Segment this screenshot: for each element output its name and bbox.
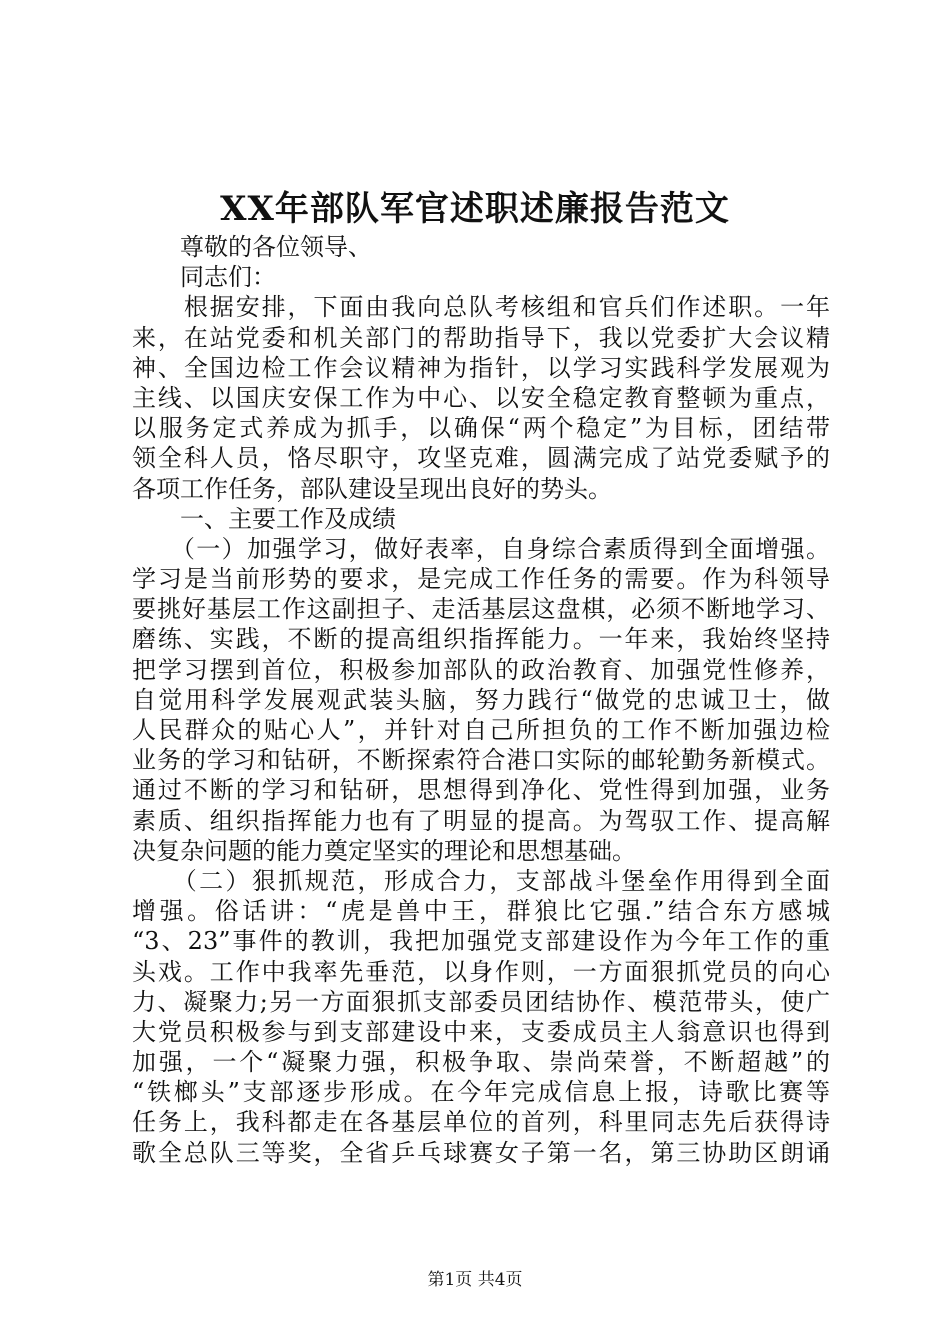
text-line: 人民群众的贴心人”，并针对自己所担负的工作不断加强边检	[132, 716, 830, 744]
document-title: XX年部队军官述职述廉报告范文	[220, 189, 730, 229]
text-line: 任务上，我科都走在各基层单位的首列，科里同志先后获得诗	[132, 1108, 830, 1137]
text-line: 加强，一个“凝聚力强，积极争取、崇尚荣誉，不断超越”的	[132, 1048, 830, 1077]
section-heading: 一、主要工作及成绩	[132, 504, 396, 533]
text-line: 头戏。工作中我率先垂范，以身作则，一方面狠抓党员的向心	[132, 957, 830, 986]
text-line: 自觉用科学发展观武装头脑，努力践行“做党的忠诚卫士，做	[132, 685, 830, 714]
text-line: 尊敬的各位领导、	[132, 233, 372, 261]
text-line: 主线、以国庆安保工作为中心、以安全稳定教育整顿为重点，	[132, 383, 830, 412]
text-line: （二）狠抓规范，形成合力，支部战斗堡垒作用得到全面	[132, 866, 830, 895]
text-line: 通过不断的学习和钻研，思想得到净化、党性得到加强，业务	[132, 776, 830, 805]
text-line: 各项工作任务，部队建设呈现出良好的势头。	[132, 474, 612, 503]
text-line: 大党员积极参与到支部建设中来，支委成员主人翁意识也得到	[132, 1017, 830, 1046]
document-body	[132, 232, 830, 1168]
text-line: 来，在站党委和机关部门的帮助指导下，我以党委扩大会议精	[132, 323, 830, 352]
text-line: 增强。俗话讲：“虎是兽中王，群狼比它强.”结合东方感城	[132, 897, 830, 926]
text-line: 把学习摆到首位，积极参加部队的政治教育、加强党性修养，	[132, 655, 830, 684]
text-line: “3、23”事件的教训，我把加强党支部建设作为今年工作的重	[132, 927, 830, 956]
text-line: 磨练、实践，不断的提高组织指挥能力。一年来，我始终坚持	[132, 625, 830, 654]
text-line: 决复杂问题的能力奠定坚实的理论和思想基础。	[132, 836, 636, 865]
text-line: 根据安排，下面由我向总队考核组和官兵们作述职。一年	[132, 293, 830, 322]
text-line: 素质、组织指挥能力也有了明显的提高。为驾驭工作、提高解	[132, 806, 830, 835]
text-line: 领全科人员，恪尽职守，攻坚克难，圆满完成了站党委赋予的	[132, 444, 830, 473]
text-line: 神、全国边检工作会议精神为指针，以学习实践科学发展观为	[132, 353, 830, 382]
text-line: 要挑好基层工作这副担子、走活基层这盘棋，必须不断地学习、	[132, 595, 830, 624]
text-line: 以服务定式养成为抓手，以确保“两个稳定”为目标，团结带	[132, 414, 830, 443]
page-number-footer: 第1页 共4页	[427, 1270, 523, 1290]
text-line: 同志们：	[132, 263, 276, 292]
text-line: （一）加强学习，做好表率，自身综合素质得到全面增强。	[132, 534, 830, 563]
text-line: “铁榔头”支部逐步形成。在今年完成信息上报，诗歌比赛等	[132, 1078, 830, 1107]
text-line: 业务的学习和钻研，不断探索符合港口实际的邮轮勤务新模式。	[132, 746, 830, 775]
text-line: 歌全总队三等奖，全省乒乓球赛女子第一名，第三协助区朗诵	[132, 1138, 830, 1167]
text-line: 力、凝聚力;另一方面狠抓支部委员团结协作、模范带头，使广	[132, 987, 830, 1016]
text-line: 学习是当前形势的要求，是完成工作任务的需要。作为科领导	[132, 565, 830, 594]
